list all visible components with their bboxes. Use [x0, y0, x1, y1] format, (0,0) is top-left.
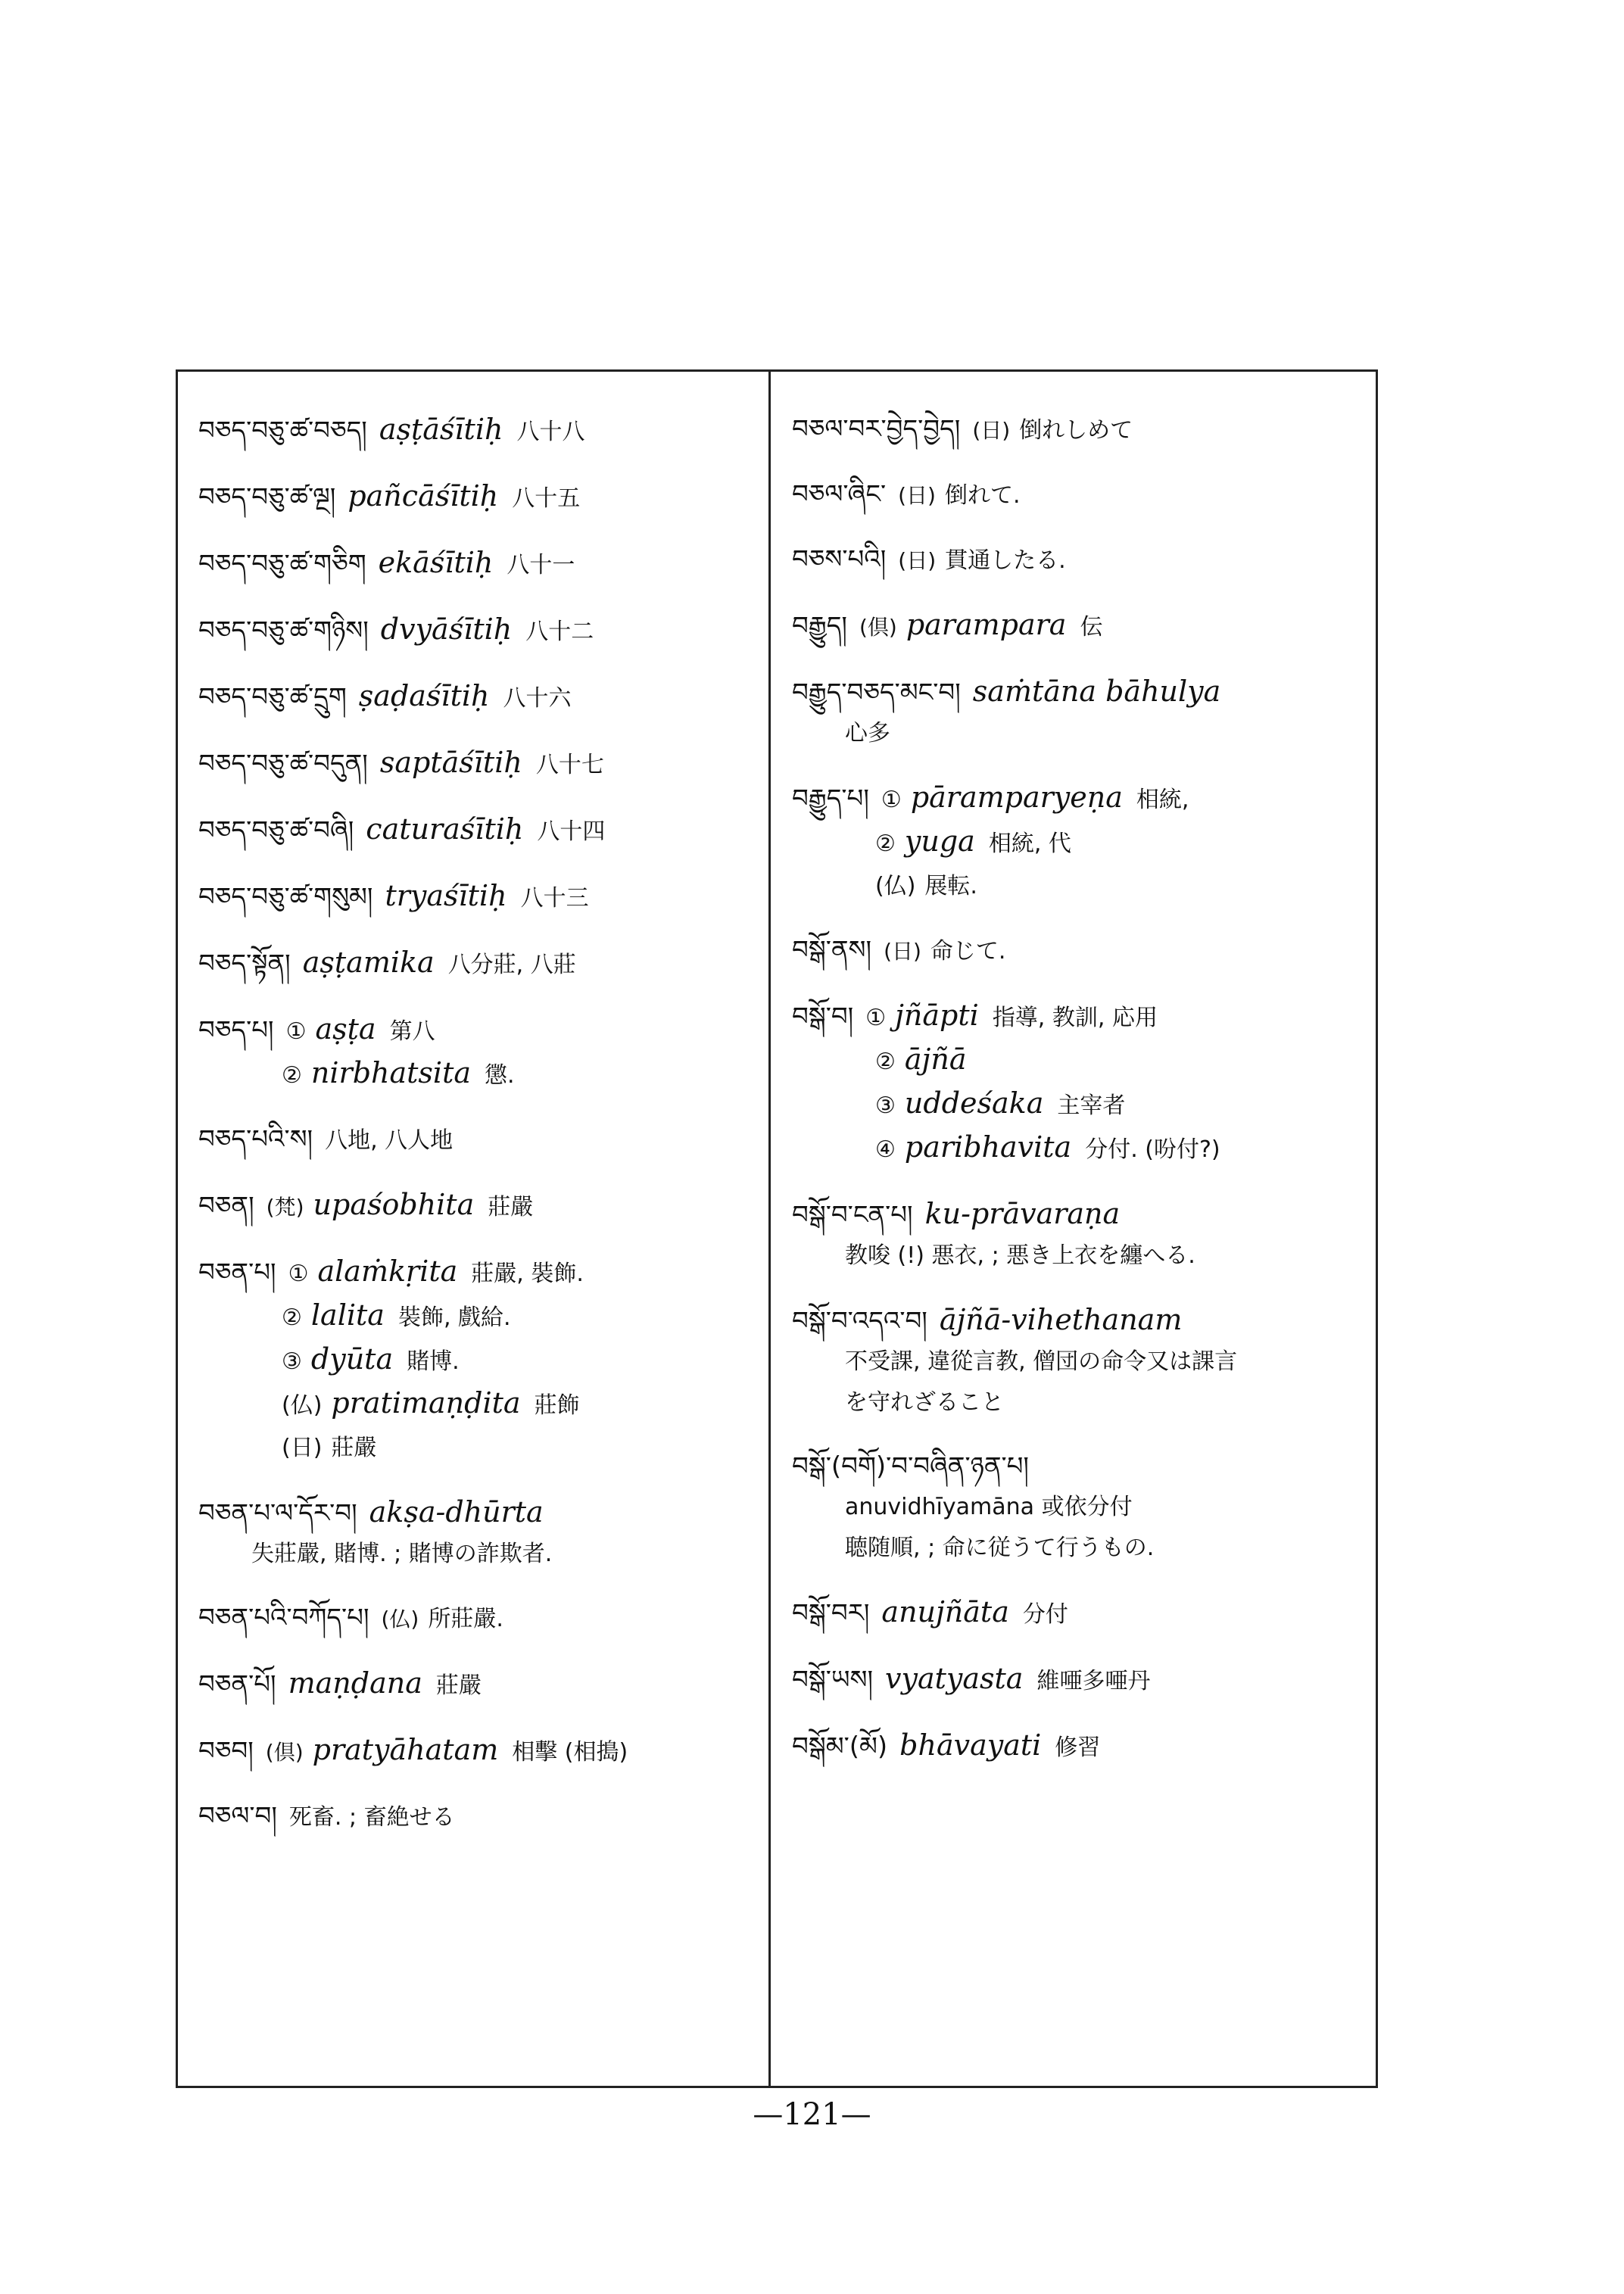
gloss-line: 失莊嚴, 賭博. ; 賭博の詐欺者.: [251, 1541, 553, 1567]
sanskrit-term: bhāvayati: [899, 1728, 1042, 1762]
dictionary-entry: [198, 1491, 760, 1575]
dictionary-entry: [198, 875, 760, 919]
gloss-line: 不受課, 違從言教, 僧団の命令又は課言: [845, 1348, 1238, 1375]
entry-headline: [198, 675, 760, 719]
sanskrit-term: tryaśītiḥ: [385, 879, 507, 912]
dictionary-entry: [198, 542, 760, 586]
entry-headline: [198, 875, 760, 919]
right-column: [775, 369, 1373, 2088]
entry-headline: [198, 1119, 760, 1161]
sanskrit-term: saṁtāna bāhulya: [972, 675, 1221, 708]
entry-headline: [198, 542, 760, 586]
source-tag: (倶): [859, 615, 897, 640]
sense-line: [792, 821, 1369, 865]
sanskrit-term: nirbhatsita: [310, 1056, 472, 1089]
tibetan-term: བསྒོམ་(མོ): [792, 1731, 888, 1762]
japanese-gloss: 死畜. ; 畜絶せる: [288, 1804, 455, 1831]
tibetan-term: བཅན་པ།: [198, 1258, 276, 1288]
sense-line: [198, 1339, 760, 1382]
sanskrit-term: vyatyasta: [885, 1662, 1024, 1695]
source-tag: (日): [898, 548, 937, 573]
entry-headline: [198, 1491, 760, 1534]
dictionary-entry: [198, 1184, 760, 1228]
japanese-gloss: 八十二: [525, 619, 594, 645]
sanskrit-term: lalita: [310, 1298, 385, 1332]
entry-headline: [198, 809, 760, 852]
tibetan-term: བཅན་པ་ལ་དོར་བ།: [198, 1498, 357, 1529]
entry-headline: [792, 1446, 1369, 1487]
entry-headline: [792, 539, 1369, 581]
sanskrit-term: yuga: [904, 824, 975, 858]
sanskrit-term: ekāśītiḥ: [378, 546, 494, 579]
sense-number: ②: [875, 1049, 896, 1075]
dictionary-entry: [792, 1725, 1369, 1769]
tibetan-term: བཅད་བཅུ་ཚ་བཞི།: [198, 815, 354, 846]
japanese-gloss: 相統,: [1136, 787, 1189, 813]
sanskrit-term: paribhavita: [904, 1130, 1072, 1164]
column-divider: [768, 369, 771, 2088]
entry-headline: [198, 1729, 760, 1773]
japanese-gloss: 八十六: [503, 685, 572, 712]
japanese-gloss: 相擊 (相搗): [512, 1739, 628, 1766]
entry-headline: [792, 1658, 1369, 1702]
dictionary-entry: [792, 604, 1369, 648]
sense-line: [792, 865, 1369, 907]
japanese-gloss: 貫通したる.: [945, 547, 1066, 574]
tibetan-term: བཅལ་ཞིང་: [792, 479, 887, 510]
sense-line: [198, 1382, 760, 1426]
sense-number: ②: [282, 1304, 302, 1331]
tibetan-term: བཅད་བཅུ་ཚ་བཅད།: [198, 416, 367, 446]
japanese-gloss: 伝: [1080, 614, 1103, 641]
japanese-gloss: 賭博.: [407, 1348, 460, 1375]
source-tag: (日): [972, 418, 1011, 443]
japanese-gloss: 八地, 八人地: [325, 1127, 454, 1154]
sanskrit-term: upaśobhita: [313, 1188, 475, 1221]
sanskrit-term: pāramparyeṇa: [910, 781, 1123, 814]
tibetan-term: བརྒྱུད་བཅད་མང་བ།: [792, 678, 961, 708]
dictionary-entry: [198, 475, 760, 519]
entry-headline: [792, 1725, 1369, 1769]
japanese-gloss: 八分莊, 八莊: [447, 952, 576, 978]
tibetan-term: བཅབ།: [198, 1736, 254, 1766]
dictionary-entry: [792, 539, 1369, 581]
tibetan-term: བཅས་པའི།: [792, 544, 887, 575]
entry-headline: [198, 1008, 760, 1052]
entry-headline: [198, 409, 760, 453]
japanese-gloss: 莊飾: [534, 1392, 580, 1419]
sense-number: (日): [282, 1435, 323, 1461]
sanskrit-term: ku-prāvaraṇa: [924, 1197, 1121, 1230]
tibetan-term: བཅད་པའི་ས།: [198, 1124, 313, 1155]
japanese-gloss: 懲.: [485, 1062, 515, 1089]
entry-headline: [792, 995, 1369, 1039]
entry-headline: [792, 777, 1369, 821]
sanskrit-term: dvyāśītiḥ: [380, 612, 513, 646]
japanese-gloss: 倒れしめて: [1019, 417, 1133, 444]
tibetan-term: བསྒོ་བར།: [792, 1598, 870, 1629]
gloss-line: 聴随順, ; 命に従うて行うもの.: [845, 1535, 1155, 1561]
entry-headline: [792, 1591, 1369, 1635]
sense-number: ①: [881, 787, 902, 813]
sense-number: ①: [285, 1018, 307, 1045]
sanskrit-term: ājñā: [904, 1043, 967, 1076]
sense-number: (仏): [875, 873, 916, 899]
entry-headline: [792, 1299, 1369, 1342]
japanese-gloss: 分付. (吩付?): [1085, 1136, 1220, 1163]
sense-number: ④: [875, 1136, 896, 1163]
sanskrit-term: maṇḍana: [288, 1666, 422, 1700]
sense-line: [792, 1083, 1369, 1127]
dictionary-entry: [198, 1119, 760, 1161]
entry-headline: [792, 671, 1369, 713]
dictionary-entry: [198, 1008, 760, 1096]
tibetan-term: བསྒོ་(བགོ)་བ་བཞིན་ཉན་པ།: [792, 1451, 1029, 1482]
dictionary-entry: [792, 777, 1369, 907]
japanese-gloss: 八十一: [507, 552, 575, 578]
dictionary-entry: [198, 609, 760, 653]
entry-headline: [792, 930, 1369, 972]
japanese-gloss: 分付: [1022, 1601, 1068, 1628]
japanese-gloss: 八十三: [520, 885, 589, 912]
sanskrit-term: aṣṭamika: [302, 946, 435, 979]
sanskrit-term: parampara: [906, 608, 1067, 641]
tibetan-term: བསྒོ་བ་ངན་པ།: [792, 1200, 913, 1230]
dictionary-entry: [792, 1193, 1369, 1276]
sanskrit-term: jñāpti: [895, 999, 979, 1032]
dictionary-entry: [792, 930, 1369, 972]
source-tag: (仏): [381, 1607, 419, 1632]
tibetan-term: བཅད་བཅུ་ཚ་གཅིག: [198, 549, 366, 579]
tibetan-term: བཅད་བཅུ་ཚ་གསུམ།: [198, 882, 373, 912]
entry-headline: [198, 475, 760, 519]
sanskrit-term: pañcāśītiḥ: [348, 479, 499, 513]
sanskrit-term: alaṁkṛita: [317, 1255, 458, 1288]
tibetan-term: བཅད་སྟོན།: [198, 949, 291, 979]
japanese-gloss: 第八: [389, 1018, 435, 1045]
dictionary-entry: [792, 1658, 1369, 1702]
dictionary-entry: [198, 1663, 760, 1706]
sense-number: ②: [282, 1062, 302, 1089]
sanskrit-term: aṣṭāśītiḥ: [379, 413, 503, 446]
tibetan-term: བཅན་པོ།: [198, 1669, 276, 1700]
gloss-line: 教唆 (!) 悪衣, ; 悪き上衣を纏へる.: [845, 1242, 1195, 1269]
entry-headline: [792, 604, 1369, 648]
japanese-gloss: 莊嚴: [488, 1194, 534, 1220]
source-tag: (倶): [265, 1740, 304, 1765]
dictionary-entry: [198, 409, 760, 453]
dictionary-entry: [792, 474, 1369, 516]
japanese-gloss: 主宰者: [1057, 1092, 1126, 1119]
sanskrit-term: pratyāhatam: [312, 1733, 499, 1766]
tibetan-term: བརྒྱུད་པ།: [792, 784, 869, 814]
entry-headline: [198, 1184, 760, 1228]
sense-number: ③: [875, 1092, 896, 1119]
entry-headline: [198, 1796, 760, 1838]
entry-headline: [792, 474, 1369, 516]
tibetan-term: བཅད་བཅུ་ཚ་ལྔ།: [198, 482, 336, 513]
dictionary-entry: [198, 675, 760, 719]
japanese-gloss: 莊嚴: [435, 1672, 482, 1699]
entry-headline: [198, 609, 760, 653]
sanskrit-term: dyūta: [310, 1342, 394, 1376]
entry-headline: [198, 1597, 760, 1640]
tibetan-term: བསྒོ་བ་འདའ་བ།: [792, 1306, 927, 1336]
dictionary-entry: [792, 409, 1369, 451]
tibetan-term: བཅན།: [198, 1191, 254, 1221]
dictionary-entry: [198, 742, 760, 786]
sanskrit-term: uddeśaka: [904, 1086, 1044, 1120]
tibetan-term: བཅལ་བར་བྱེད་བྱེད།: [792, 414, 961, 444]
tibetan-term: བཅད་བཅུ་ཚ་བདུན།: [198, 749, 368, 779]
dictionary-entry: [198, 1796, 760, 1838]
source-tag: (梵): [266, 1195, 304, 1220]
japanese-gloss: 八十七: [535, 752, 604, 778]
japanese-gloss: 莊嚴: [331, 1435, 377, 1461]
left-column: [182, 369, 765, 2088]
sense-number: ③: [282, 1348, 302, 1375]
sense-number: ①: [865, 1005, 887, 1031]
sanskrit-term: pratimaṇḍita: [331, 1386, 521, 1420]
dictionary-entry: [198, 1597, 760, 1640]
dictionary-entry: [792, 671, 1369, 754]
japanese-gloss: 倒れて.: [944, 482, 1021, 509]
japanese-gloss: 莊嚴, 裝飾.: [471, 1261, 584, 1287]
sanskrit-term: ājñā-vihethanam: [939, 1303, 1183, 1336]
japanese-gloss: 指導, 教訓, 応用: [992, 1005, 1158, 1031]
japanese-gloss: 所莊嚴.: [428, 1606, 503, 1632]
gloss-line: 心多: [845, 720, 890, 746]
gloss-line: anuvidhīyamāna 或依分付: [845, 1494, 1133, 1520]
sanskrit-term: caturaśītiḥ: [366, 812, 524, 846]
source-tag: (日): [898, 483, 936, 508]
japanese-gloss: 命じて.: [930, 938, 1006, 965]
japanese-gloss: 維唖多唖丹: [1036, 1668, 1151, 1694]
tibetan-term: བཅན་པའི་བཀོད་པ།: [198, 1603, 369, 1633]
sense-line: [198, 1426, 760, 1469]
tibetan-term: བསྒོ་བ།: [792, 1002, 854, 1032]
sense-line: [792, 1039, 1369, 1083]
dictionary-entry: [198, 809, 760, 852]
japanese-gloss: 修習: [1055, 1735, 1101, 1761]
japanese-gloss: 相統, 代: [988, 831, 1071, 857]
dictionary-entry: [198, 1251, 760, 1469]
page-number: —121—: [753, 2097, 871, 2132]
tibetan-term: བརྒྱུད།: [792, 611, 847, 641]
tibetan-term: བཅད་བཅུ་ཚ་གཉིས།: [198, 616, 369, 646]
sanskrit-term: anujñāta: [881, 1595, 1009, 1629]
dictionary-entry: [792, 995, 1369, 1170]
dictionary-entry: [792, 1446, 1369, 1569]
gloss-line: を守れざること: [845, 1389, 1004, 1416]
japanese-gloss: 八十五: [512, 485, 581, 512]
sense-number: (仏): [282, 1392, 323, 1419]
sense-number: ①: [288, 1261, 309, 1287]
japanese-gloss: 八十八: [516, 419, 585, 445]
entry-headline: [792, 1193, 1369, 1236]
sense-line: [198, 1052, 760, 1096]
japanese-gloss: 展転.: [924, 873, 977, 899]
tibetan-term: བཅལ་བ།: [198, 1801, 277, 1831]
sanskrit-term: akṣa-dhūrta: [369, 1495, 544, 1529]
sanskrit-term: saptāśītiḥ: [379, 746, 522, 779]
tibetan-term: བསྒོ་ནས།: [792, 935, 872, 965]
entry-headline: [198, 742, 760, 786]
dictionary-entry: [792, 1591, 1369, 1635]
tibetan-term: བཅད་པ།: [198, 1015, 274, 1046]
sanskrit-term: aṣṭa: [315, 1012, 376, 1046]
tibetan-term: བཅད་བཅུ་ཚ་དྲུག: [198, 682, 347, 712]
japanese-gloss: 八十四: [537, 818, 606, 845]
dictionary-entry: [198, 942, 760, 986]
japanese-gloss: 裝飾, 戲給.: [397, 1304, 511, 1331]
entry-headline: [198, 942, 760, 986]
dictionary-entry: [792, 1299, 1369, 1423]
sanskrit-term: ṣaḍaśītiḥ: [358, 679, 490, 712]
entry-headline: [792, 409, 1369, 451]
sense-number: ②: [875, 831, 896, 857]
tibetan-term: བསྒོ་ཡས།: [792, 1665, 874, 1695]
entry-headline: [198, 1663, 760, 1706]
sense-line: [198, 1295, 760, 1339]
source-tag: (日): [884, 939, 921, 964]
dictionary-entry: [198, 1729, 760, 1773]
sense-line: [792, 1127, 1369, 1170]
entry-headline: [198, 1251, 760, 1295]
